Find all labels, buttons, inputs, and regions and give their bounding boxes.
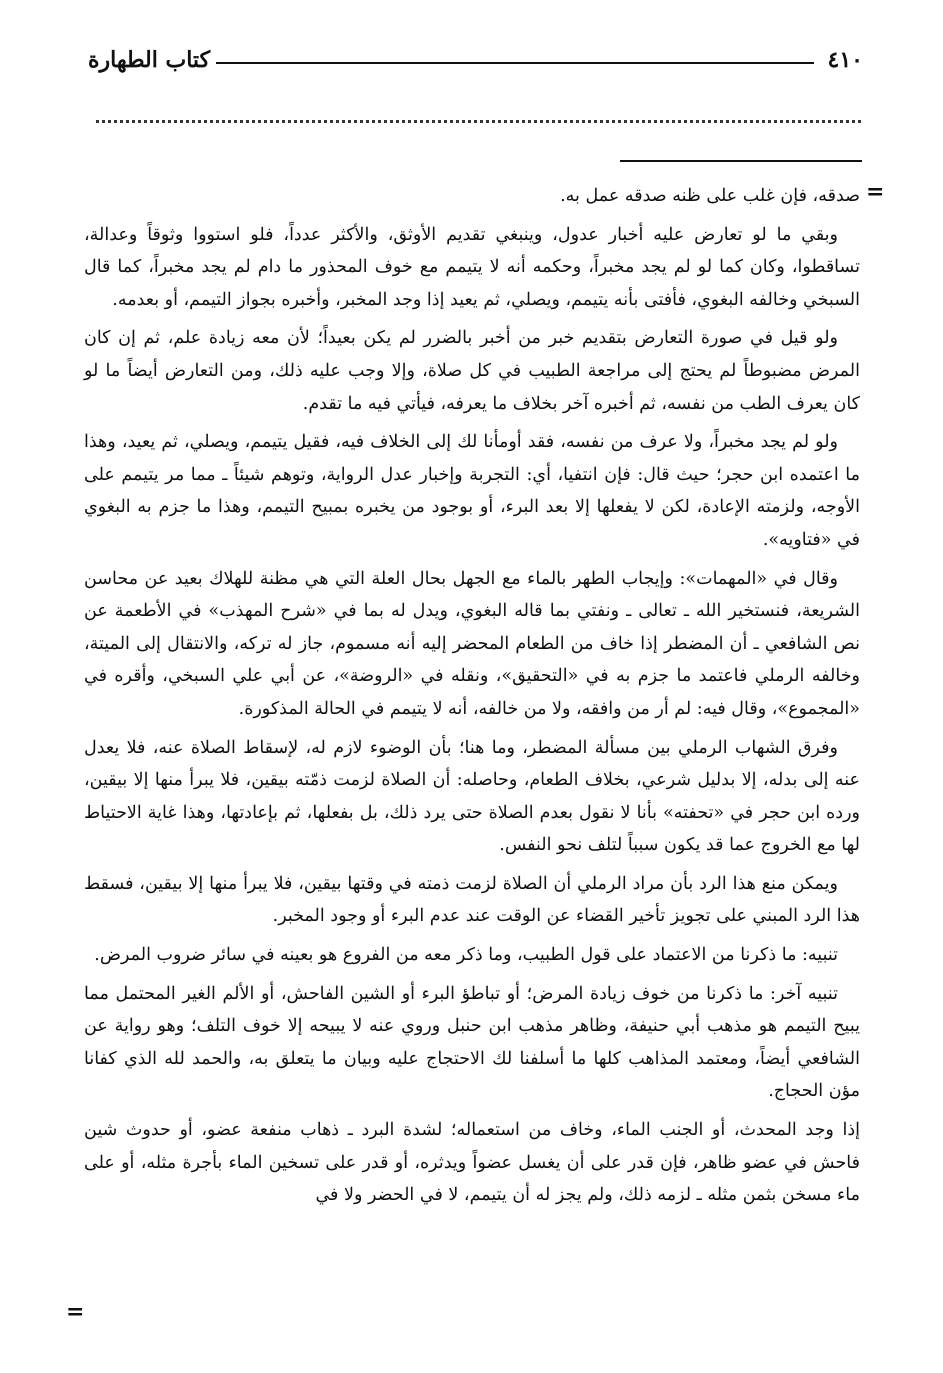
paragraph: ولو قيل في صورة التعارض بتقديم خبر من أخبر بالضرر لم يكن بعيداً؛ لأن معه زيادة علم، ثم إن كان المرض مضبوطاً لم يحتج إلى مراجعة الطبيب في كل صلاة، وإلا وجب عليه ذلك، ومن التعارض أيضاً ما لو كان يعرف الطب من نفسه، ثم أخبره آخر بخلاف ما يعرفه، فيأتي فيه ما تقدم. [84,328,860,414]
page-number: ٤١٠ [827,47,863,73]
footnote-rule [620,160,862,162]
paragraph: صدقه، فإن غلب على ظنه صدقه عمل به. [560,186,860,206]
paragraph: ويمكن منع هذا الرد بأن مراد الرملي أن الصلاة لزمت ذمته في وقتها بيقين، فلا يبرأ منها إلا بيقين، فسقط هذا الرد المبني على تجويز تأخير القضاء عن الوقت عند عدم البرء أو وجود المخبر. [84,873,860,927]
paragraph: وقال في «المهمات»: وإيجاب الطهر بالماء مع الجهل بحال العلة التي هي مظنة للهلاك بعيد عن محاسن الشريعة، فنستخير الله ـ تعالى ـ ونفتي بما قاله البغوي، ويدل له بما في «شرح المهذب» في الأطعمة عن نص الشافعي ـ أن المضطر إذا خاف من الطعام المحضر إليه أنه مسموم، جاز له تركه، والانتقال إلى الميتة، وخالفه الرملي فاعتمد ما جزم به في «التحقيق»، ونقله في «الروضة»، عن أبي علي السبخي، وأقره في «المجموع»، وقال فيه: لم أر من وافقه، ولا من خالفه، أنه لا يتيمم في الحالة المذكورة. [84,568,860,719]
page-header [88,44,863,76]
paragraph: تنبيه آخر: ما ذكرنا من خوف زيادة المرض؛ أو تباطؤ البرء أو الشين الفاحش، أو الألم الغير المحتمل مما يبيح التيمم هو مذهب أبي حنيفة، وظاهر مذهب ابن حنبل وروي عنه لا يبيحه إلا خوف التلف؛ وهو رواية عن الشافعي أيضاً، ومعتمد المذاهب كلها ما أسلفنا لك الاحتجاج عليه وبيان ما يتعلق به، والحمد لله الذي كفانا مؤن الحجاج. [84,983,860,1102]
paragraph: إذا وجد المحدث، أو الجنب الماء، وخاف من استعماله؛ لشدة البرد ـ ذهاب منفعة عضو، أو حدوث شين فاحش في عضو ظاهر، فإن قدر على أن يغسل عضواً ويدثره، أو قدر على تسخين الماء بأجرة مثله، أو على ماء مسخن بثمن مثله ـ لزمه ذلك، ولم يجز له أن يتيمم، لا في الحضر ولا في [84,1120,860,1206]
paragraph: وبقي ما لو تعارض عليه أخبار عدول، وينبغي تقديم الأوثق، والأكثر عدداً، فلو استووا وثوقاً وعدالة، تساقطوا، وكان كما لو لم يجد مخبراً، وحكمه أنه لا يتيمم مع خوف المحذور ما دام لم يجد مخبراً، كما قال السبخي وخالفه البغوي، فأفتى بأنه يتيمم، ويصلي، ثم يعيد إذا وجد المخبر، وأخبره بجواز التيمم، أو بعدمه. [84,224,860,310]
footnote-body [84,180,860,1218]
dotted-separator [96,120,861,123]
header-rule [216,62,814,64]
paragraph: ولو لم يجد مخبراً، ولا عرف من نفسه، فقد أومأنا لك إلى الخلاف فيه، فقيل يتيمم، ويصلي، ثم يعيد، وهذا ما اعتمده ابن حجر؛ حيث قال: فإن انتفيا، أي: التجربة وإخبار عدل الرواية، وتوهم شيئاً ـ مما مر يتيمم على الأوجه، ولزمته الإعادة، لكن لا يفعلها إلا بعد البرء، أو بوجود من يخبره بمبيح التيمم، وهذا ما جزم به البغوي في «فتاويه». [84,432,861,550]
continuation-mark-bottom: = [66,1299,85,1325]
paragraph: وفرق الشهاب الرملي بين مسألة المضطر، وما هنا؛ بأن الوضوء لازم له، لإسقاط الصلاة عنه، فلا يعدل عنه إلى بدله، إلا بدليل شرعي، بخلاف الطعام، وحاصله: أن الصلاة لزمت ذمّته بيقين، فلا يبرأ منها إلا بيقين، ورده ابن حجر في «تحفته» بأنا لا نقول بعدم الصلاة حتى يرد ذلك، بل بفعلها، ثم بإعادتها، وهذا غاية الاحتياط لها مع الخروج عما قد يكون سبباً لتلف نحو النفس. [84,737,860,856]
paragraph: تنبيه: ما ذكرنا من الاعتماد على قول الطبيب، وما ذكر معه من الفروع هو بعينه في سائر ضروب المرض. [94,945,838,966]
continuation-mark-top: = [866,179,885,205]
book-title: كتاب الطهارة [88,47,211,73]
